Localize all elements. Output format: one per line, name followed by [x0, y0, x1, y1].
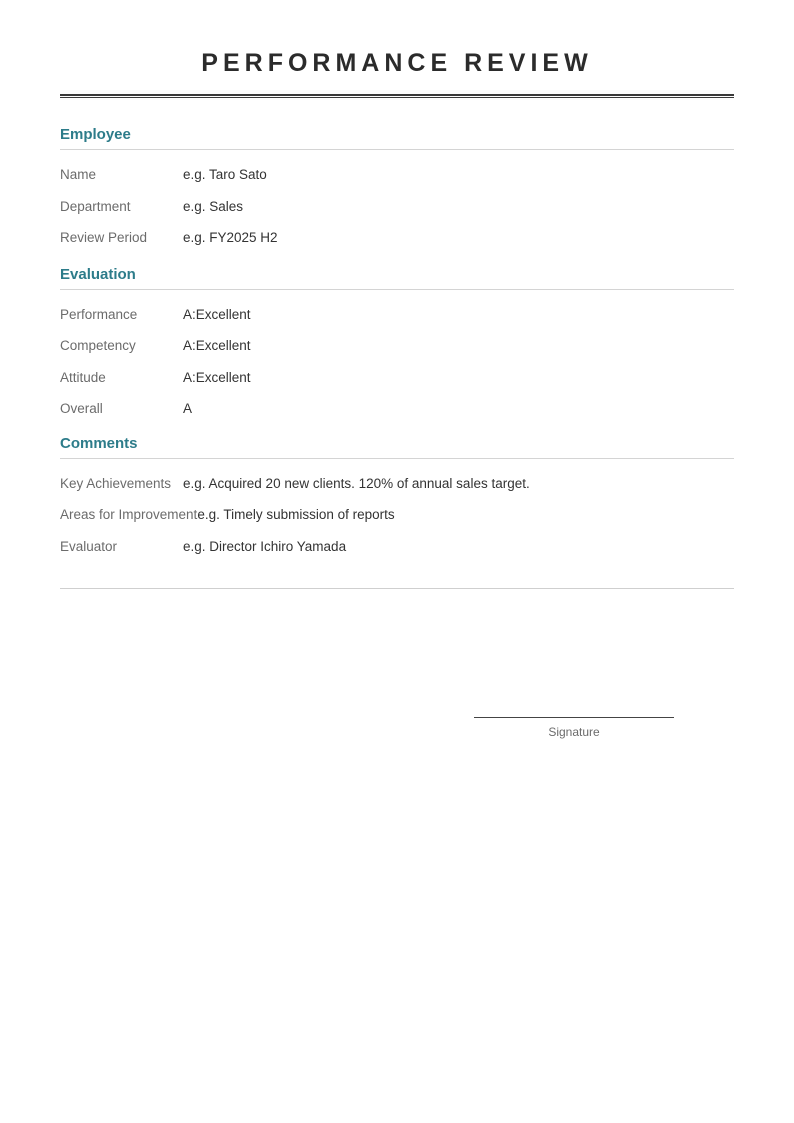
field-row-review-period — [60, 222, 734, 254]
field-value: A:Excellent — [183, 338, 251, 353]
field-row-department — [60, 191, 734, 223]
field-label: Competency — [60, 338, 136, 353]
field-row-overall — [60, 393, 734, 425]
comments-fields — [60, 459, 734, 563]
field-row-evaluator — [60, 531, 734, 563]
footer-divider — [60, 588, 734, 589]
employee-fields — [60, 150, 734, 254]
signature-block — [474, 717, 674, 739]
employee-heading: Employee — [60, 121, 734, 150]
evaluation-section — [60, 261, 734, 425]
field-value: A:Excellent — [183, 306, 251, 322]
comments-section — [60, 430, 734, 563]
document-page — [60, 0, 734, 589]
field-label: Overall — [60, 401, 103, 416]
document-title: PERFORMANCE REVIEW — [201, 49, 593, 77]
field-row-performance — [60, 299, 734, 331]
field-value: e.g. Acquired 20 new clients. 120% of annual sales target. — [183, 475, 530, 491]
field-label: Name — [60, 167, 97, 182]
comments-heading: Comments — [60, 430, 734, 459]
field-label: Performance — [60, 306, 138, 322]
field-value: A:Excellent — [183, 369, 251, 385]
field-row-competency — [60, 330, 734, 362]
field-label: Key Achievements — [60, 475, 172, 491]
evaluation-fields — [60, 290, 734, 425]
field-row-attitude — [60, 362, 734, 394]
field-value: e.g. Timely submission of reports — [197, 507, 395, 522]
field-row-name — [60, 159, 734, 191]
field-row-areas-for-improvement — [60, 499, 734, 531]
evaluation-heading: Evaluation — [60, 261, 734, 290]
title-divider — [60, 94, 734, 98]
field-label: Review Period — [60, 230, 148, 245]
field-value: e.g. Taro Sato — [183, 167, 267, 182]
signature-label: Signature — [548, 725, 600, 739]
field-value: e.g. Director Ichiro Yamada — [183, 538, 347, 554]
field-label: Areas for Improvement — [60, 507, 198, 522]
field-label: Attitude — [60, 369, 106, 385]
field-value: e.g. Sales — [183, 198, 244, 214]
field-row-key-achievements — [60, 468, 734, 500]
field-value: A — [183, 401, 193, 416]
field-label: Department — [60, 198, 131, 214]
signature-line — [474, 717, 674, 718]
field-label: Evaluator — [60, 538, 118, 554]
field-value: e.g. FY2025 H2 — [183, 230, 278, 245]
employee-section — [60, 121, 734, 254]
